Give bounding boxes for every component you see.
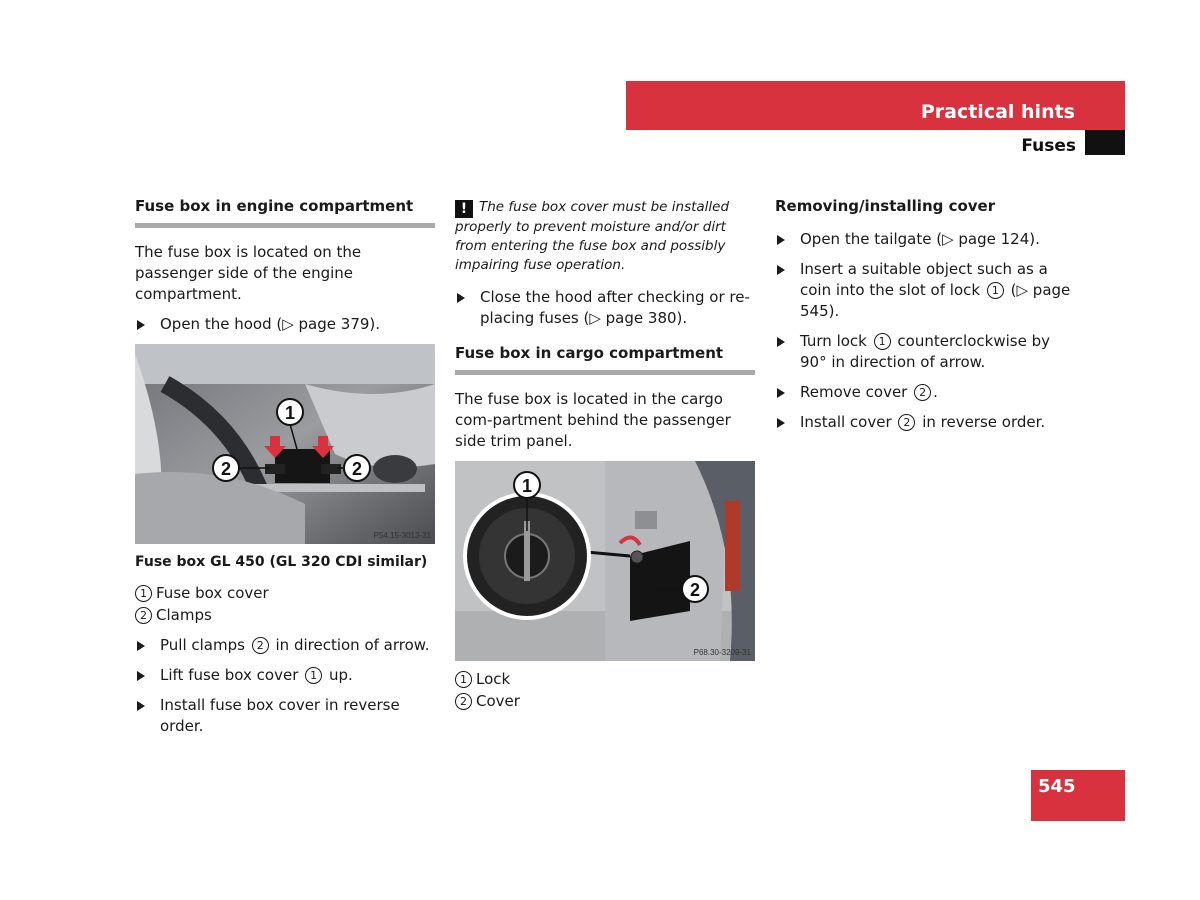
- page-reference-link[interactable]: ▷ page 379: [282, 315, 370, 333]
- step-insert-coin: Insert a suitable object such as a coin into the slot of lock 1 (▷ page 545).: [775, 259, 1075, 322]
- page-number-box: [1031, 770, 1125, 821]
- bullet-triangle-icon: [777, 265, 785, 275]
- column-engine-compartment: [135, 196, 435, 746]
- legend-item: 1 Lock: [455, 669, 755, 690]
- step-install-cover-reverse: Install cover 2 in reverse order.: [775, 412, 1075, 433]
- bullet-triangle-icon: [137, 641, 145, 651]
- bullet-triangle-icon: [777, 235, 785, 245]
- section-header-band: [626, 81, 1125, 130]
- bullet-triangle-icon: [457, 293, 465, 303]
- bullet-triangle-icon: [137, 671, 145, 681]
- callout-1: 1: [284, 403, 296, 423]
- number-badge: 2: [252, 637, 269, 654]
- warning-icon: !: [455, 200, 473, 218]
- bullet-triangle-icon: [777, 418, 785, 428]
- figure-code: P68.30-3209-31: [693, 648, 751, 657]
- figure-code: P54.15-3013-31: [373, 531, 431, 540]
- step-lift-cover: Lift fuse box cover 1 up.: [135, 665, 435, 686]
- warning-notice: ! The fuse box cover must be installed properly to prevent moisture and/or dirt from entering the fuse box and possibly impairing fuse operation.: [455, 199, 730, 273]
- heading-engine-compartment: Fuse box in engine compartment: [135, 196, 435, 228]
- bullet-triangle-icon: [137, 320, 145, 330]
- subsection-marker: [1085, 130, 1125, 155]
- step-turn-lock: Turn lock 1 counterclockwise by 90° in direction of arrow.: [775, 331, 1075, 373]
- bullet-triangle-icon: [777, 337, 785, 347]
- engine-bay-illustration: [135, 344, 435, 544]
- step-install-cover: Install fuse box cover in reverse order.: [135, 695, 435, 737]
- heading-removing-cover: Removing/installing cover: [775, 197, 996, 215]
- figure-caption: Fuse box GL 450 (GL 320 CDI similar): [135, 554, 428, 570]
- number-badge: 1: [135, 585, 152, 602]
- cargo-area-illustration: [455, 461, 755, 661]
- callout-2-right: 2: [351, 459, 363, 479]
- number-badge: 1: [987, 282, 1004, 299]
- engine-fuse-box-photo: [135, 344, 435, 544]
- section-title: Practical hints: [920, 101, 1075, 123]
- engine-intro: The fuse box is located on the passenger side of the engine compartment.: [135, 243, 362, 303]
- legend-item: 2 Cover: [455, 691, 755, 712]
- step-open-tailgate: Open the tailgate (▷ page 124).: [775, 229, 1075, 250]
- step-open-hood: Open the hood (▷ page 379).: [135, 314, 435, 335]
- cargo-fuse-box-photo: [455, 461, 755, 661]
- number-badge: 2: [898, 414, 915, 431]
- cargo-intro: The fuse box is located in the cargo com-partment behind the passenger side trim panel.: [455, 390, 731, 450]
- page-reference-link[interactable]: ▷ page 124: [942, 230, 1030, 248]
- legend-item: 2 Clamps: [135, 605, 435, 626]
- bullet-triangle-icon: [777, 388, 785, 398]
- number-badge: 1: [874, 333, 891, 350]
- number-badge: 1: [455, 671, 472, 688]
- callout-2: 2: [689, 580, 701, 600]
- legend-item: 1 Fuse box cover: [135, 583, 435, 604]
- column-cargo-compartment: [455, 196, 755, 713]
- heading-cargo-compartment: Fuse box in cargo compartment: [455, 343, 755, 375]
- bullet-triangle-icon: [137, 701, 145, 711]
- page-reference-link[interactable]: ▷ page 380: [589, 309, 677, 327]
- number-badge: 1: [305, 667, 322, 684]
- step-close-hood: Close the hood after checking or re-placing fuses (▷ page 380).: [455, 287, 755, 329]
- subsection-title: Fuses: [1021, 136, 1076, 156]
- callout-1: 1: [521, 476, 533, 496]
- step-pull-clamps: Pull clamps 2 in direction of arrow.: [135, 635, 435, 656]
- column-removing-cover: [775, 196, 1075, 442]
- number-badge: 2: [455, 693, 472, 710]
- callout-2-left: 2: [220, 459, 232, 479]
- number-badge: 2: [914, 384, 931, 401]
- step-remove-cover: Remove cover 2 .: [775, 382, 1075, 403]
- page-number: 545: [1038, 776, 1076, 797]
- page-reference-link[interactable]: ▷ page 545: [800, 281, 1071, 320]
- number-badge: 2: [135, 607, 152, 624]
